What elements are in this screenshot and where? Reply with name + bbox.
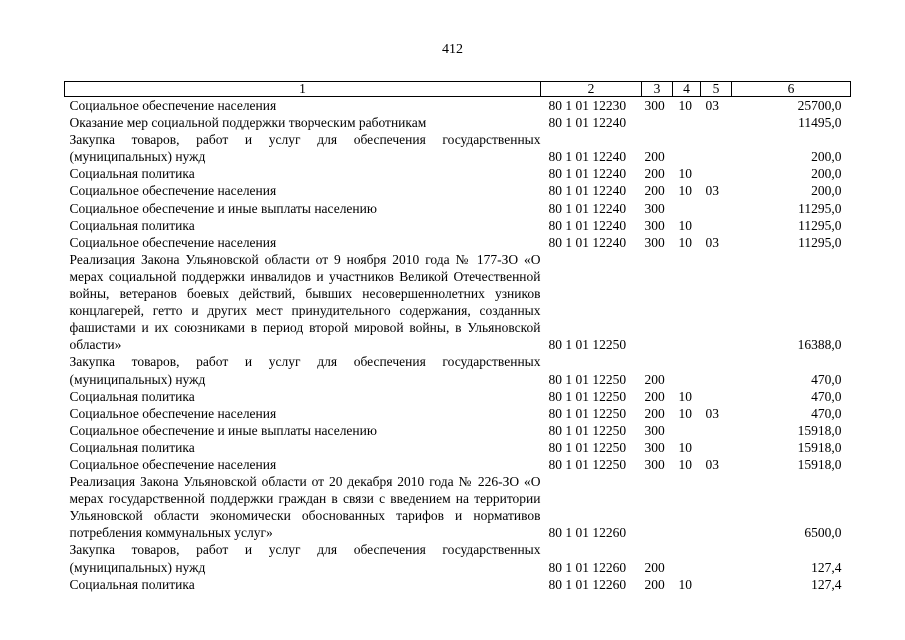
row-expense-type xyxy=(642,473,673,541)
column-header-name: 1 xyxy=(65,82,541,97)
row-amount: 11295,0 xyxy=(798,234,842,250)
row-code: 80 1 01 12260 xyxy=(548,576,627,592)
row-expense-type xyxy=(642,251,673,354)
row-expense-type: 300 xyxy=(644,217,665,233)
table-row xyxy=(65,473,851,541)
row-section xyxy=(673,114,701,131)
row-amount: 15918,0 xyxy=(797,456,842,472)
row-code: 80 1 01 12240 xyxy=(548,166,627,182)
table-row xyxy=(65,200,851,217)
row-amount: 11495,0 xyxy=(798,115,842,131)
row-name: Оказание мер социальной поддержки творческим работникам xyxy=(69,115,427,131)
row-amount: 6500,0 xyxy=(804,525,842,541)
row-subsection: 03 xyxy=(705,456,719,472)
row-section: 10 xyxy=(678,439,692,455)
row-subsection xyxy=(701,251,732,354)
row-section xyxy=(673,251,701,354)
row-section xyxy=(673,422,701,439)
row-amount: 200,0 xyxy=(811,166,842,182)
row-name: Социальное обеспечение и иные выплаты населению xyxy=(69,200,377,216)
row-amount: 15918,0 xyxy=(797,422,842,438)
row-section: 10 xyxy=(678,388,692,404)
row-amount: 127,4 xyxy=(811,576,842,592)
row-section xyxy=(673,353,701,387)
row-subsection xyxy=(701,114,732,131)
row-expense-type: 200 xyxy=(644,405,665,421)
row-amount: 127,4 xyxy=(811,559,842,575)
row-amount: 470,0 xyxy=(811,371,842,387)
row-expense-type: 200 xyxy=(644,183,665,199)
row-amount: 11295,0 xyxy=(798,217,842,233)
table-row xyxy=(65,353,851,387)
row-subsection xyxy=(701,131,732,165)
row-amount: 200,0 xyxy=(811,183,842,199)
budget-table xyxy=(64,81,851,593)
row-section xyxy=(673,200,701,217)
row-name: Реализация Закона Ульяновской области от 9 ноября 2010 года № 177-ЗО «О мерах социальной поддержки инвалидов и участников Великой Отечественной войны, ветеранов боевых действий, бывших несовершеннолетних узников концлагерей, гетто и других мест принудительного содержания, созданных фашистами и их союзниками в период второй мировой войны, в Ульяновской области» xyxy=(69,251,541,353)
row-code: 80 1 01 12250 xyxy=(548,405,627,421)
row-expense-type: 200 xyxy=(644,149,665,165)
row-amount: 15918,0 xyxy=(797,439,842,455)
column-header-rz: 4 xyxy=(673,82,701,97)
row-section: 10 xyxy=(678,166,692,182)
row-expense-type: 200 xyxy=(644,166,665,182)
row-name: Социальное обеспечение населения xyxy=(69,234,277,250)
row-section: 10 xyxy=(678,98,692,113)
column-header-vr: 3 xyxy=(642,82,673,97)
row-name: Социальное обеспечение населения xyxy=(69,405,277,421)
row-expense-type: 200 xyxy=(644,576,665,592)
row-subsection xyxy=(701,439,732,456)
row-expense-type: 300 xyxy=(644,98,665,113)
table-row xyxy=(65,114,851,131)
table-body xyxy=(65,97,851,593)
table-row xyxy=(65,217,851,234)
row-name: Закупка товаров, работ и услуг для обеспечения государственных (муниципальных) нужд xyxy=(69,354,541,387)
row-amount: 11295,0 xyxy=(798,200,842,216)
row-name: Социальная политика xyxy=(69,217,195,233)
row-name: Социальное обеспечение населения xyxy=(69,98,277,113)
table-row xyxy=(65,576,851,593)
row-amount: 470,0 xyxy=(811,405,842,421)
table-row xyxy=(65,456,851,473)
row-subsection xyxy=(701,217,732,234)
row-code: 80 1 01 12240 xyxy=(548,183,627,199)
row-subsection xyxy=(701,422,732,439)
row-name: Социальная политика xyxy=(69,166,195,182)
table-row xyxy=(65,422,851,439)
row-amount: 16388,0 xyxy=(797,337,842,353)
row-subsection xyxy=(701,165,732,182)
table-row xyxy=(65,251,851,354)
row-code: 80 1 01 12260 xyxy=(548,559,627,575)
table-row xyxy=(65,182,851,199)
row-code: 80 1 01 12250 xyxy=(548,422,627,438)
row-expense-type: 300 xyxy=(644,456,665,472)
row-name: Закупка товаров, работ и услуг для обеспечения государственных (муниципальных) нужд xyxy=(69,542,541,575)
row-section xyxy=(673,541,701,575)
row-subsection xyxy=(701,388,732,405)
column-header-amount: 6 xyxy=(732,82,851,97)
table-header-row xyxy=(65,82,851,97)
row-amount: 25700,0 xyxy=(797,98,842,113)
row-code: 80 1 01 12230 xyxy=(548,98,627,113)
row-code: 80 1 01 12250 xyxy=(548,337,627,353)
row-name: Социальная политика xyxy=(69,388,195,404)
row-expense-type: 200 xyxy=(644,559,665,575)
column-header-code: 2 xyxy=(541,82,642,97)
row-code: 80 1 01 12240 xyxy=(548,115,627,131)
row-section: 10 xyxy=(678,456,692,472)
row-code: 80 1 01 12240 xyxy=(548,200,627,216)
row-section: 10 xyxy=(678,405,692,421)
row-code: 80 1 01 12250 xyxy=(548,388,627,404)
row-name: Социальная политика xyxy=(69,576,195,592)
row-expense-type: 300 xyxy=(644,200,665,216)
row-code: 80 1 01 12260 xyxy=(548,525,627,541)
row-name: Социальное обеспечение и иные выплаты населению xyxy=(69,422,377,438)
row-section xyxy=(673,473,701,541)
row-subsection xyxy=(701,576,732,593)
row-name: Закупка товаров, работ и услуг для обеспечения государственных (муниципальных) нужд xyxy=(69,132,541,165)
row-section: 10 xyxy=(678,183,692,199)
row-section: 10 xyxy=(678,234,692,250)
page-number: 412 xyxy=(442,42,463,57)
row-subsection: 03 xyxy=(705,405,719,421)
row-code: 80 1 01 12250 xyxy=(548,456,627,472)
row-amount: 470,0 xyxy=(811,388,842,404)
row-subsection: 03 xyxy=(705,234,719,250)
table-row xyxy=(65,165,851,182)
row-subsection xyxy=(701,473,732,541)
row-section: 10 xyxy=(678,576,692,592)
row-expense-type: 200 xyxy=(644,388,665,404)
row-code: 80 1 01 12240 xyxy=(548,234,627,250)
row-subsection xyxy=(701,541,732,575)
row-section: 10 xyxy=(678,217,692,233)
table-row xyxy=(65,97,851,115)
row-expense-type: 200 xyxy=(644,371,665,387)
table-row xyxy=(65,405,851,422)
row-name: Социальное обеспечение населения xyxy=(69,183,277,199)
row-expense-type: 300 xyxy=(644,234,665,250)
row-name: Социальное обеспечение населения xyxy=(69,456,277,472)
table-row xyxy=(65,439,851,456)
row-code: 80 1 01 12250 xyxy=(548,371,627,387)
row-code: 80 1 01 12250 xyxy=(548,439,627,455)
table-row xyxy=(65,388,851,405)
table-row xyxy=(65,541,851,575)
row-subsection xyxy=(701,353,732,387)
row-expense-type: 300 xyxy=(644,439,665,455)
row-amount: 200,0 xyxy=(811,149,842,165)
row-expense-type: 300 xyxy=(644,422,665,438)
row-code: 80 1 01 12240 xyxy=(548,149,627,165)
row-expense-type xyxy=(642,114,673,131)
row-code: 80 1 01 12240 xyxy=(548,217,627,233)
table-row xyxy=(65,131,851,165)
row-section xyxy=(673,131,701,165)
row-subsection: 03 xyxy=(705,98,719,113)
row-name: Социальная политика xyxy=(69,439,195,455)
row-subsection: 03 xyxy=(705,183,719,199)
column-header-pr: 5 xyxy=(701,82,732,97)
row-name: Реализация Закона Ульяновской области от 20 декабря 2010 года № 226-ЗО «О мерах государственной поддержки граждан в связи с введением на территории Ульяновской области экономически обоснованных тарифов и нормативов потребления коммунальных услуг» xyxy=(69,474,541,541)
row-subsection xyxy=(701,200,732,217)
table-row xyxy=(65,234,851,251)
